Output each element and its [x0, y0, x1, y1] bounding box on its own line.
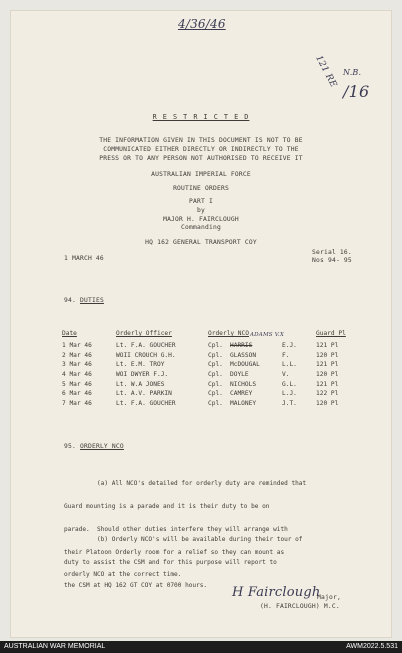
header-guard-pl: Guard Pl [316, 330, 346, 337]
handwritten-note: 121 RE [313, 54, 339, 90]
guard-platoon-cell: 120 Pl [316, 351, 339, 359]
table-row [62, 389, 356, 399]
paragraph-a-line: orderly NCO at the correct time. [64, 571, 182, 579]
table-header-row [62, 330, 356, 341]
nco-initials-cell: L.L. [282, 361, 297, 369]
paragraph-a-line: their Platoon Orderly room for a relief so they can mount as [64, 548, 285, 556]
guard-platoon-cell: 120 Pl [316, 399, 339, 407]
guard-platoon-cell: 120 Pl [316, 371, 339, 379]
nco-initials-cell: E.J. [282, 342, 297, 350]
nco-initials-cell: G.L. [282, 380, 297, 388]
officer-cell: Lt. E.M. TROY [116, 361, 165, 369]
header-orderly-nco: Orderly NCO [208, 330, 249, 337]
table-row [62, 379, 356, 389]
part-label: PART I [189, 198, 213, 205]
handwritten-initials: N.B. [343, 68, 362, 77]
date-cell: 2 Mar 46 [62, 351, 92, 359]
nco-initials-cell: V. [282, 371, 290, 379]
handwritten-mark: /16 [343, 82, 370, 101]
date-cell: 4 Mar 46 [62, 371, 92, 379]
nco-rank-cell: Cpl. [208, 371, 223, 379]
classification-heading: R E S T R I C T E D [152, 113, 250, 121]
nco-name-cell: CAMREY [230, 390, 253, 398]
section-94-heading [64, 297, 104, 304]
section-94-number: 94. [64, 297, 76, 304]
table-row [62, 351, 356, 361]
paragraph-a-line: Guard mounting is a parade and it is their duty to be on [64, 502, 270, 510]
footer-reference: AWM2022.5.531 [346, 643, 398, 650]
force-name: AUSTRALIAN IMPERIAL FORCE [151, 171, 251, 178]
guard-platoon-cell: 121 Pl [316, 361, 339, 369]
nco-name-cell: MALONEY [230, 399, 257, 407]
nco-initials-cell: L.J. [282, 390, 297, 398]
paragraph-a-line: (a) All NCO's detailed for orderly duty are reminded that [64, 480, 307, 488]
table-row [62, 360, 356, 370]
handwritten-reference: 4/36/46 [178, 17, 226, 31]
guard-platoon-cell: 121 Pl [316, 342, 339, 350]
officer-cell: WOI DWYER F.J. [116, 371, 169, 379]
nco-name-cell: NICHOLS [230, 380, 257, 388]
table-row [62, 370, 356, 380]
nco-name-cell: McDOUGAL [230, 361, 260, 369]
header-date: Date [62, 330, 77, 337]
nco-initials-cell: F. [282, 351, 290, 359]
date-cell: 1 Mar 46 [62, 342, 92, 350]
header-orderly-officer: Orderly Officer [116, 330, 172, 337]
nco-name-cell: HARRIS [230, 342, 253, 350]
signature: H Fairclough [232, 585, 321, 600]
section-95-heading [64, 443, 124, 450]
nco-initials-cell: J.T. [282, 399, 297, 407]
section-95-title: ORDERLY NCO [79, 443, 124, 450]
paragraph-b-line: the CSM at HQ 162 GT COY at 0700 hours. [64, 581, 208, 589]
duty-annotation: ADAMS V.X [250, 332, 284, 338]
paragraph-b-line: duty to assist the CSM and for this purpose will report to [64, 558, 277, 566]
order-numbers: Nos 94- 95 [312, 257, 352, 264]
nco-rank-cell: Cpl. [208, 390, 223, 398]
warning-line-1: THE INFORMATION GIVEN IN THIS DOCUMENT IS NOT TO BE [99, 137, 303, 144]
order-date: 1 MARCH 46 [64, 255, 104, 262]
table-row [62, 399, 356, 409]
date-cell: 5 Mar 46 [62, 380, 92, 388]
nco-rank-cell: Cpl. [208, 351, 223, 359]
duty-roster-table [62, 330, 356, 408]
paragraph-b-line: (b) Orderly NCO's will be available during their tour of [64, 536, 303, 544]
officer-cell: Lt. A.V. PARKIN [116, 390, 172, 398]
document-title: ROUTINE ORDERS [173, 185, 229, 192]
officer-cell: WOII CROUCH G.H. [116, 351, 176, 359]
issuer-role: Commanding [181, 224, 221, 231]
signatory-rank: Major, [317, 594, 341, 601]
serial-number: Serial 16. [312, 249, 352, 256]
date-cell: 7 Mar 46 [62, 399, 92, 407]
footer-source: AUSTRALIAN WAR MEMORIAL [4, 643, 106, 650]
officer-cell: Lt. F.A. GOUCHER [116, 399, 176, 407]
date-cell: 6 Mar 46 [62, 390, 92, 398]
section-94-title: DUTIES [79, 297, 104, 304]
warning-line-2: COMMUNICATED EITHER DIRECTLY OR INDIRECTLY TO THE [103, 146, 299, 153]
section-95-number: 95. [64, 443, 76, 450]
officer-cell: Lt. W.A JONES [116, 380, 165, 388]
date-cell: 3 Mar 46 [62, 361, 92, 369]
nco-rank-cell: Cpl. [208, 342, 223, 350]
signatory-name: (H. FAIRCLOUGH) M.C. [260, 603, 340, 610]
nco-rank-cell: Cpl. [208, 380, 223, 388]
guard-platoon-cell: 122 Pl [316, 390, 339, 398]
nco-name-cell: GLASSON [230, 351, 257, 359]
unit-name: HQ 162 GENERAL TRANSPORT COY [145, 239, 257, 246]
guard-platoon-cell: 121 Pl [316, 380, 339, 388]
paragraph-a-line: parade. Should other duties interfere they will arrange with [64, 525, 288, 533]
issuer-name: MAJOR H. FAIRCLOUGH [163, 216, 239, 223]
by-label: by [197, 207, 205, 214]
officer-cell: Lt. F.A. GOUCHER [116, 342, 176, 350]
archive-footer [0, 641, 402, 653]
nco-name-cell: DOYLE [230, 371, 249, 379]
nco-rank-cell: Cpl. [208, 361, 223, 369]
document-page [10, 10, 392, 638]
table-row [62, 341, 356, 351]
nco-rank-cell: Cpl. [208, 399, 223, 407]
warning-line-3: PRESS OR TO ANY PERSON NOT AUTHORISED TO RECEIVE IT [99, 155, 303, 162]
